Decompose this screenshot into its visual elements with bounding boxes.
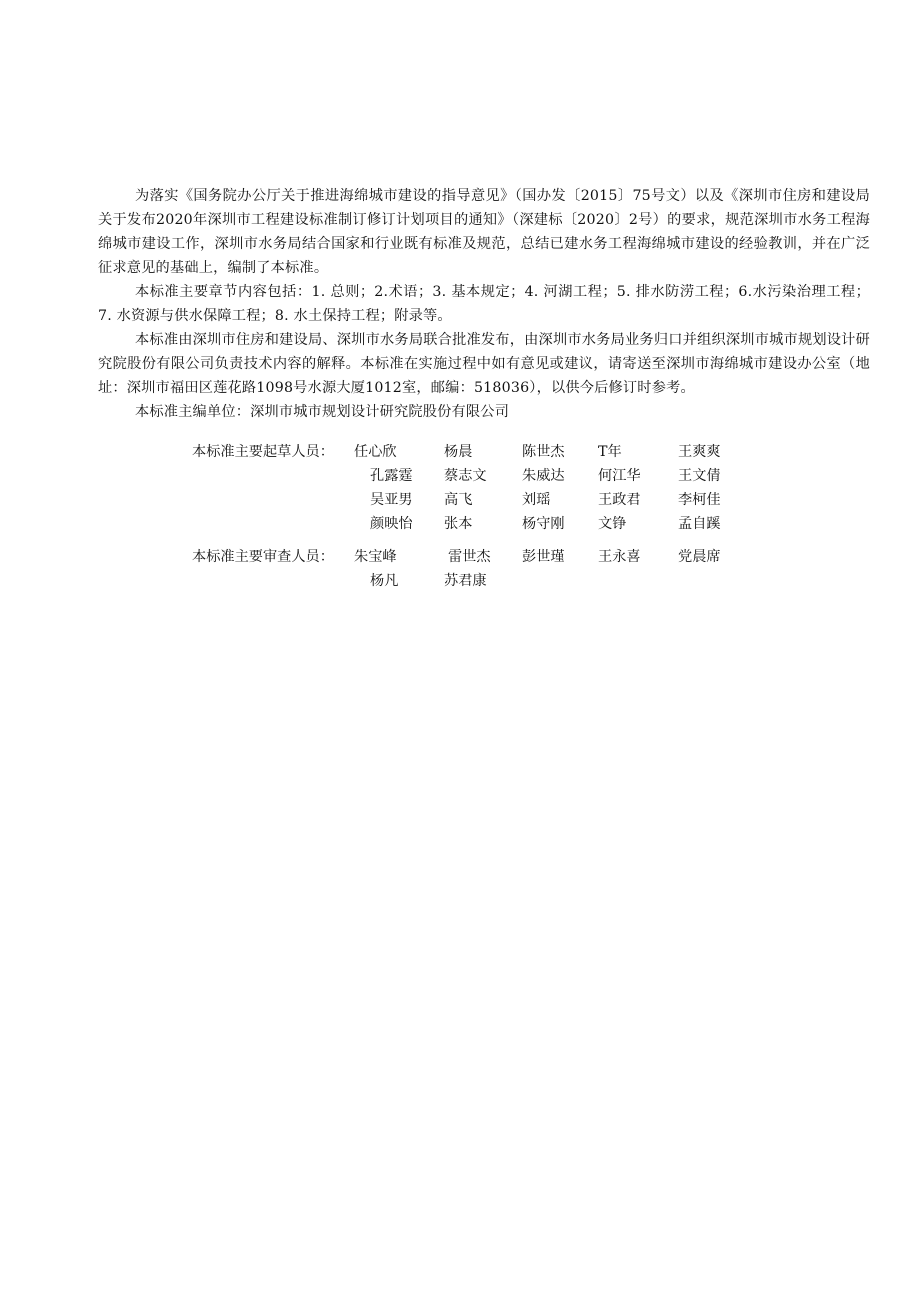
- paragraph-interpretation: 本标准由深圳市住房和建设局、深圳市水务局联合批准发布，由深圳市水务局业务归口并组织深圳市城市规划设计研究院股份有限公司负责技术内容的解释。本标准在实施过程中如有意见或建议，请寄送至深圳市海绵城市建设办公室（地址：深圳市福田区莲花路1098号水源大厦1012室，邮编：518036），以供今后修订时参考。: [98, 332, 870, 396]
- drafter-name: 吴亚男: [370, 492, 413, 508]
- drafter-name: T年: [598, 444, 622, 460]
- paragraph-chapters: 本标准主要章节内容包括：1. 总则；2.术语；3. 基本规定；4. 河湖工程；5. 排水防涝工程；6.水污染治理工程；7. 水资源与供水保障工程；8. 水土保持工程；附录等。: [98, 284, 870, 324]
- reviewer-name: 党晨席: [678, 549, 721, 565]
- drafter-name: 王政君: [598, 492, 641, 508]
- drafter-name: 李柯佳: [678, 492, 721, 508]
- reviewer-name: 彭世瑾: [522, 549, 565, 565]
- drafter-name: 刘瑶: [522, 492, 551, 508]
- reviewer-name: 苏君康: [444, 573, 487, 589]
- reviewer-name: 雷世杰: [448, 549, 491, 565]
- drafter-name: 蔡志文: [444, 468, 487, 484]
- paragraph-background: 为落实《国务院办公厅关于推进海绵城市建设的指导意见》（国办发〔2015〕75号文）以及《深圳市住房和建设局关于发布2020年深圳市工程建设标准制订修订计划项目的通知》（深建标〔2020〕2号）的要求，规范深圳市水务工程海绵城市建设工作，深圳市水务局结合国家和行业既有标准及规范，总结已建水务工程海绵城市建设的经验教训，并在广泛征求意见的基础上，编制了本标准。: [98, 188, 870, 276]
- drafter-name: 颜映怡: [370, 516, 413, 532]
- drafter-name: 朱威达: [522, 468, 565, 484]
- drafter-name: 任心欣: [354, 444, 397, 460]
- drafter-name: 张本: [444, 516, 473, 532]
- drafter-name: 高飞: [444, 492, 473, 508]
- drafters-label: 本标准主要起草人员：: [192, 444, 334, 460]
- drafter-name: 杨晨: [444, 444, 473, 460]
- drafter-name: 何江华: [598, 468, 641, 484]
- drafter-name: 文铮: [598, 516, 627, 532]
- reviewers-label: 本标准主要审查人员：: [192, 549, 334, 565]
- drafter-name: 杨守刚: [522, 516, 565, 532]
- drafter-name: 王文倩: [678, 468, 721, 484]
- reviewer-name: 杨凡: [370, 573, 399, 589]
- drafter-name: 孔露霆: [370, 468, 413, 484]
- drafter-name: 孟自蹊: [678, 516, 721, 532]
- drafter-name: 陈世杰: [522, 444, 565, 460]
- reviewer-name: 朱宝峰: [354, 549, 397, 565]
- paragraph-chief-editor: 本标准主编单位：深圳市城市规划设计研究院股份有限公司: [135, 404, 510, 420]
- foreword-body: [98, 184, 870, 424]
- drafter-name: 王爽爽: [678, 444, 721, 460]
- reviewer-name: 王永喜: [598, 549, 641, 565]
